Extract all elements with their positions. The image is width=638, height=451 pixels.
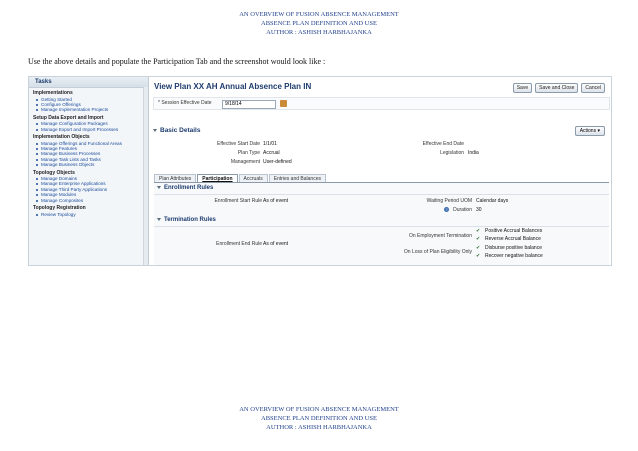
participation-panel: [154, 183, 609, 265]
management-label: Management: [230, 159, 260, 165]
checkmark-icon: ✔: [476, 253, 481, 259]
app-screenshot: [28, 76, 612, 266]
collapse-icon: [153, 129, 157, 132]
header-line-3: AUTHOR : ASHISH HARBHAJANKA: [266, 29, 372, 36]
termination-rules-heading[interactable]: [157, 217, 216, 223]
session-date-label: * Session Effective Date: [158, 100, 212, 106]
plan-type-value: Accrual: [263, 150, 280, 156]
task-link[interactable]: Getting Started: [29, 97, 148, 102]
task-section-title: Setup Data Export and Import: [33, 114, 104, 121]
legislation-label: Legislation: [440, 150, 464, 156]
tab-plan-attributes[interactable]: Plan Attributes: [154, 174, 196, 183]
section-divider: [154, 226, 609, 227]
effective-end-label: Effective End Date: [422, 141, 464, 147]
task-section-title: Topology Objects: [33, 169, 75, 176]
enrollment-start-rule-value: As of event: [263, 198, 289, 204]
disburse-positive-balance: Disburse positive balance: [485, 245, 542, 251]
collapse-icon: [157, 186, 161, 189]
positive-accrual-balances: Positive Accrual Balances: [485, 228, 543, 234]
intro-text: Use the above details and populate the Participation Tab and the screenshot would look like :: [28, 57, 326, 66]
checkmark-icon: ✔: [476, 236, 481, 242]
tasks-panel: [29, 77, 149, 265]
task-section-title: Implementation Objects: [33, 134, 90, 141]
footer-line-2: ABSENCE PLAN DEFINITION AND USE: [261, 415, 377, 422]
task-link[interactable]: Manage Domains: [29, 176, 148, 181]
enrollment-rules-title: Enrollment Rules: [164, 185, 214, 191]
enrollment-rules-heading[interactable]: [157, 185, 213, 191]
basic-details-heading[interactable]: [153, 127, 200, 134]
footer-line-3: AUTHOR : ASHISH HARBHAJANKA: [266, 424, 372, 431]
footer-line-1: AN OVERVIEW OF FUSION ABSENCE MANAGEMENT: [239, 406, 399, 413]
task-section-title: Implementations: [33, 90, 73, 96]
reverse-accrual-balance: Reverse Accrual Balance: [485, 236, 541, 242]
actions-label: Actions: [579, 128, 597, 134]
duration-label: Duration: [453, 207, 472, 213]
task-link[interactable]: Manage Offerings and Functional Areas: [29, 141, 148, 146]
help-icon[interactable]: ?: [445, 207, 448, 212]
task-link[interactable]: Manage Export and Import Processes: [29, 127, 148, 132]
collapse-icon: [157, 218, 161, 221]
chevron-down-icon: ▾: [597, 128, 600, 134]
session-date-bar: [153, 97, 610, 110]
enrollment-end-rule-value: As of event: [263, 241, 289, 247]
header-line-2: ABSENCE PLAN DEFINITION AND USE: [261, 20, 377, 27]
termination-rules-title: Termination Rules: [164, 217, 216, 223]
task-link[interactable]: Review Topology: [29, 212, 148, 217]
waiting-period-uom-value: Calendar days: [476, 198, 509, 204]
task-link[interactable]: Manage Composites: [29, 198, 148, 203]
waiting-period-uom-label: Waiting Period UOM: [426, 198, 472, 204]
checkmark-icon: ✔: [476, 245, 481, 251]
toolbar: [513, 83, 605, 93]
tab-participation[interactable]: Participation: [197, 174, 237, 183]
effective-start-value: 1/1/01: [263, 141, 277, 147]
on-employment-termination-label: On Employment Termination: [409, 233, 472, 239]
calendar-icon[interactable]: [280, 100, 287, 107]
actions-button[interactable]: [575, 126, 605, 136]
task-link[interactable]: Manage Configuration Packages: [29, 121, 148, 126]
page-title: View Plan XX AH Annual Absence Plan IN: [154, 82, 312, 91]
task-link[interactable]: Manage Modules: [29, 192, 148, 197]
plan-type-label: Plan Type: [237, 150, 260, 156]
save-button[interactable]: Save: [513, 83, 532, 93]
task-link[interactable]: Manage Task Lists and Tasks: [29, 157, 148, 162]
effective-start-label: Effective Start Date: [217, 141, 260, 147]
task-link[interactable]: Manage Business Objects: [29, 162, 148, 167]
section-divider: [154, 194, 609, 195]
task-link[interactable]: Manage Implementation Projects: [29, 107, 148, 112]
task-link[interactable]: Configure Offerings: [29, 102, 148, 107]
session-date-input[interactable]: 9/18/14: [222, 100, 276, 109]
tab-accruals[interactable]: Accruals: [239, 174, 268, 183]
tab-entries-and-balances[interactable]: Entries and Balances: [269, 174, 326, 183]
page-header: [0, 10, 638, 37]
header-line-1: AN OVERVIEW OF FUSION ABSENCE MANAGEMENT: [239, 11, 399, 18]
task-link[interactable]: Manage Business Processes: [29, 151, 148, 156]
basic-details-title: Basic Details: [160, 127, 201, 134]
cancel-button[interactable]: Cancel: [581, 83, 605, 93]
enrollment-end-rule-label: Enrollment End Rule: [216, 241, 262, 247]
page-footer: [0, 405, 638, 432]
legislation-value: India: [468, 150, 479, 156]
duration-value: 30: [476, 207, 482, 213]
enrollment-start-rule-label: Enrollment Start Rule: [214, 198, 262, 204]
main-content: [150, 77, 611, 265]
management-value: User-defined: [263, 159, 292, 165]
tasks-title[interactable]: Tasks: [29, 77, 148, 88]
save-and-close-button[interactable]: Save and Close: [535, 83, 578, 93]
task-link[interactable]: Manage Features: [29, 146, 148, 151]
task-section-title: Topology Registration: [33, 205, 86, 212]
tasks-scrollbar[interactable]: [143, 87, 148, 265]
task-link[interactable]: Manage Third Party Applications: [29, 187, 148, 192]
on-loss-of-plan-eligibility-label: On Loss of Plan Eligibility Only: [403, 249, 472, 255]
task-link[interactable]: Manage Enterprise Applications: [29, 181, 148, 186]
recover-negative-balance: Recover negative balance: [485, 253, 543, 259]
checkmark-icon: ✔: [476, 228, 481, 234]
